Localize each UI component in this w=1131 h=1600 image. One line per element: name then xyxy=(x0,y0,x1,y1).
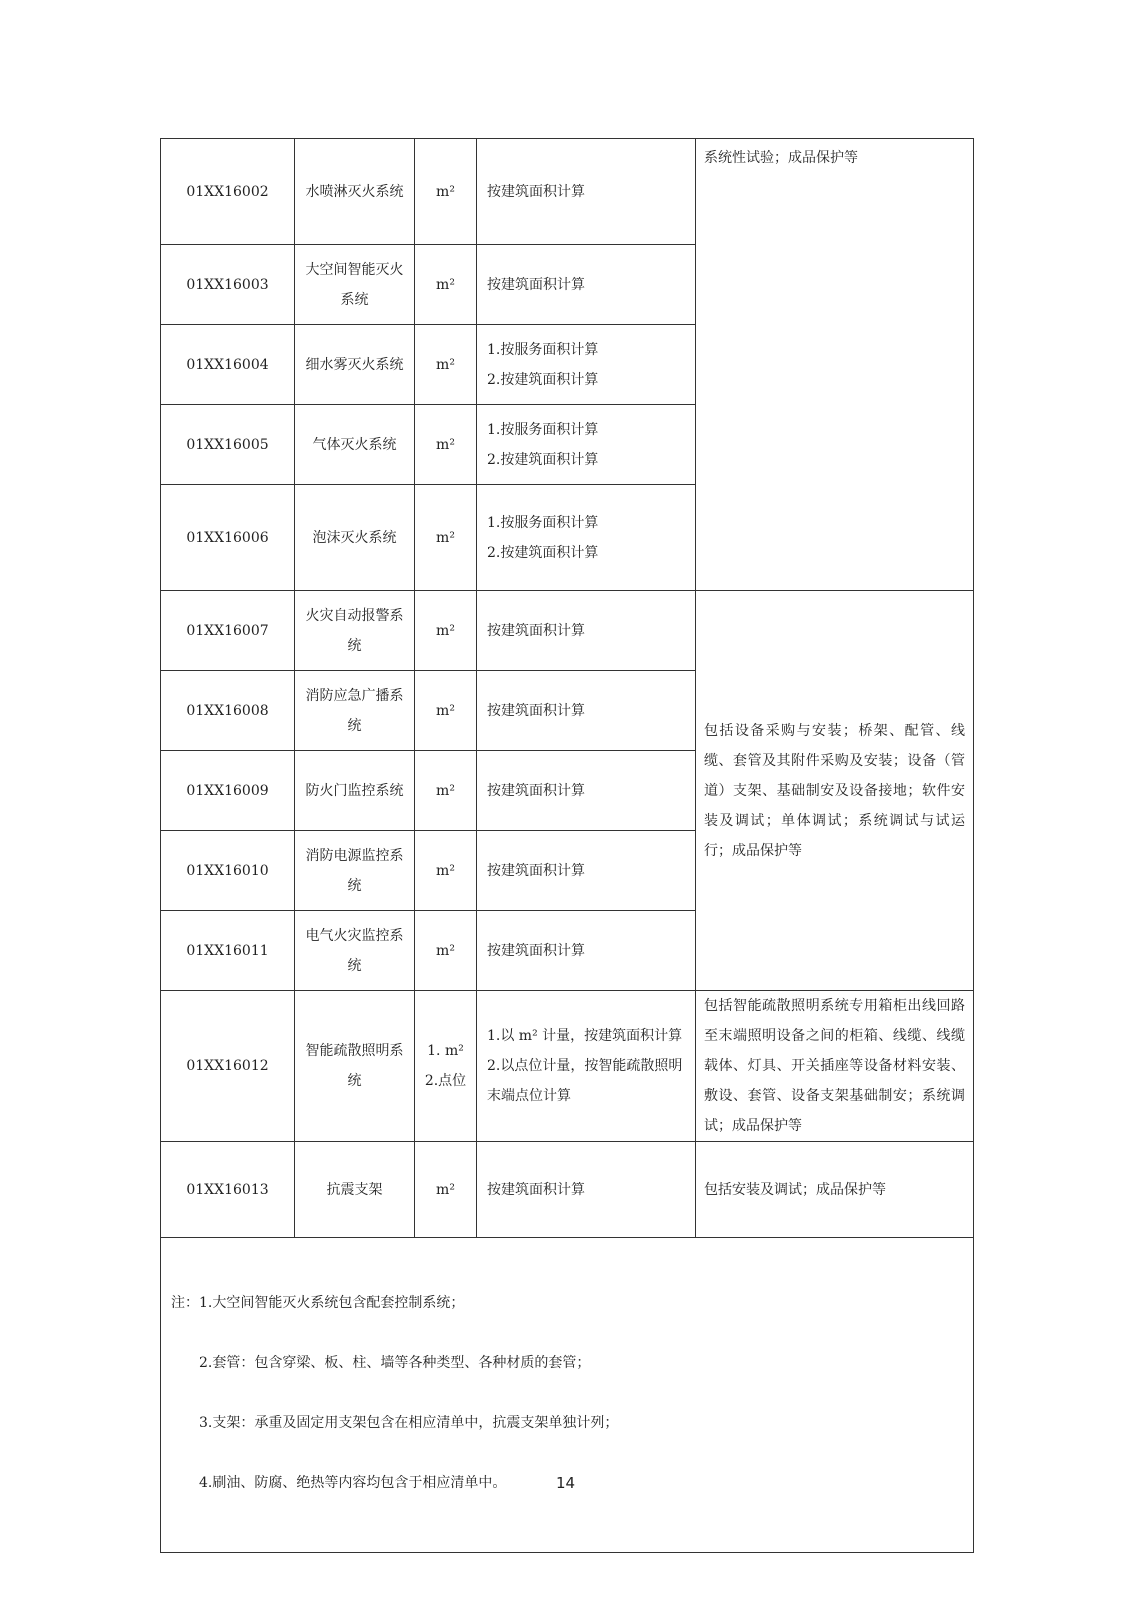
note-line: 4.刷油、防腐、绝热等内容均包含于相应清单中。 xyxy=(199,1475,507,1491)
table-row xyxy=(161,991,974,1142)
item-unit: m² xyxy=(415,911,477,991)
item-name: 防火门监控系统 xyxy=(295,751,415,831)
item-unit: m² xyxy=(415,671,477,751)
bill-of-quantities-table xyxy=(160,138,974,1553)
item-unit: m² xyxy=(415,831,477,911)
work-content: 包括智能疏散照明系统专用箱柜出线回路至末端照明设备之间的柜箱、线缆、线缆载体、灯具、开关插座等设备材料安装、敷设、套管、设备支架基础制安；系统调试；成品保护等 xyxy=(696,991,974,1142)
quantity-rule: 按建筑面积计算 xyxy=(477,1142,696,1238)
item-unit: m² xyxy=(415,245,477,325)
item-name: 水喷淋灭火系统 xyxy=(295,139,415,245)
item-unit: m² xyxy=(415,325,477,405)
work-content: 包括安装及调试；成品保护等 xyxy=(696,1142,974,1238)
item-code: 01XX16007 xyxy=(161,591,295,671)
item-code: 01XX16010 xyxy=(161,831,295,911)
item-code: 01XX16013 xyxy=(161,1142,295,1238)
item-code: 01XX16006 xyxy=(161,485,295,591)
note-line: 注：1.大空间智能灭火系统包含配套控制系统； xyxy=(171,1295,465,1311)
work-content: 系统性试验；成品保护等 xyxy=(696,139,974,591)
item-name: 大空间智能灭火 系统 xyxy=(295,245,415,325)
item-unit: m² xyxy=(415,1142,477,1238)
quantity-rule: 按建筑面积计算 xyxy=(477,831,696,911)
quantity-rule: 按建筑面积计算 xyxy=(477,591,696,671)
item-name: 智能疏散照明系 统 xyxy=(295,991,415,1142)
item-name: 抗震支架 xyxy=(295,1142,415,1238)
quantity-rule: 按建筑面积计算 xyxy=(477,671,696,751)
item-name: 消防电源监控系 统 xyxy=(295,831,415,911)
item-code: 01XX16003 xyxy=(161,245,295,325)
quantity-rule: 按建筑面积计算 xyxy=(477,751,696,831)
item-unit: m² xyxy=(415,485,477,591)
quantity-rule: 按建筑面积计算 xyxy=(477,139,696,245)
quantity-rule: 1.按服务面积计算 2.按建筑面积计算 xyxy=(477,485,696,591)
item-unit: m² xyxy=(415,139,477,245)
quantity-rule: 1.按服务面积计算 2.按建筑面积计算 xyxy=(477,325,696,405)
item-unit: m² xyxy=(415,751,477,831)
item-code: 01XX16008 xyxy=(161,671,295,751)
note-line: 2.套管：包含穿梁、板、柱、墙等各种类型、各种材质的套管； xyxy=(199,1355,591,1371)
quantity-rule: 按建筑面积计算 xyxy=(477,911,696,991)
work-content: 包括设备采购与安装；桥架、配管、线缆、套管及其附件采购及安装；设备（管道）支架、基础制安及设备接地；软件安装及调试；单体调试；系统调试与试运行；成品保护等 xyxy=(696,591,974,991)
item-code: 01XX16012 xyxy=(161,991,295,1142)
item-code: 01XX16004 xyxy=(161,325,295,405)
item-unit: m² xyxy=(415,591,477,671)
note-line: 3.支架：承重及固定用支架包含在相应清单中，抗震支架单独计列； xyxy=(199,1415,619,1431)
notes-cell xyxy=(161,1238,974,1553)
item-code: 01XX16009 xyxy=(161,751,295,831)
item-code: 01XX16011 xyxy=(161,911,295,991)
item-unit: m² xyxy=(415,405,477,485)
item-code: 01XX16002 xyxy=(161,139,295,245)
item-name: 泡沫灭火系统 xyxy=(295,485,415,591)
item-unit: 1. m² 2.点位 xyxy=(415,991,477,1142)
table-row xyxy=(161,591,974,671)
item-name: 细水雾灭火系统 xyxy=(295,325,415,405)
item-name: 消防应急广播系 统 xyxy=(295,671,415,751)
table-row xyxy=(161,1142,974,1238)
item-name: 气体灭火系统 xyxy=(295,405,415,485)
quantity-rule: 1.以 m² 计量，按建筑面积计算 2.以点位计量，按智能疏散照明末端点位计算 xyxy=(477,991,696,1142)
page-number: 14 xyxy=(555,1474,576,1492)
table-row xyxy=(161,139,974,245)
quantity-rule: 按建筑面积计算 xyxy=(477,245,696,325)
item-name: 火灾自动报警系 统 xyxy=(295,591,415,671)
quantity-rule: 1.按服务面积计算 2.按建筑面积计算 xyxy=(477,405,696,485)
notes-row xyxy=(161,1238,974,1553)
item-name: 电气火灾监控系 统 xyxy=(295,911,415,991)
item-code: 01XX16005 xyxy=(161,405,295,485)
